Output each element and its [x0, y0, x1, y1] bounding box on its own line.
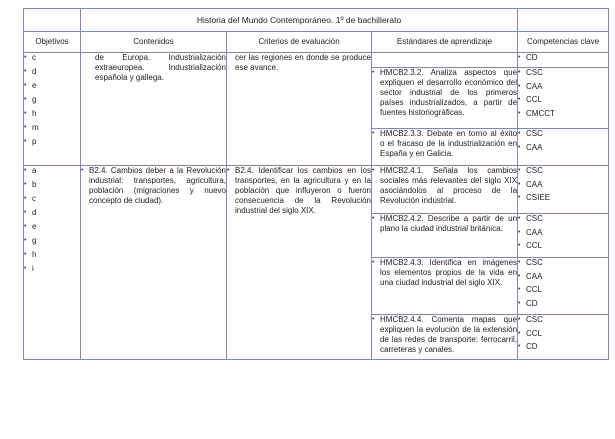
competencias-cell — [518, 68, 609, 129]
competencia-item: • CCL — [518, 285, 608, 295]
estandar-cell — [372, 214, 518, 258]
estandar-text: • HMCB2.4.2. Describe a partir de un plano la ciudad industrial británica. — [372, 214, 517, 234]
estandar-cell — [372, 129, 518, 166]
objetivo-item: • d — [24, 208, 80, 218]
objetivo-item: • g — [24, 95, 80, 105]
competencia-item: • CCL — [518, 95, 608, 105]
competencia-item: • CCL — [518, 329, 608, 339]
objetivo-item: • e — [24, 81, 80, 91]
objetivo-item: • i — [24, 264, 80, 274]
competencia-item: • CSIEE — [518, 193, 608, 203]
estandar-text: • HMCB2.4.1. Señala los cambios sociales más relevantes del siglo XIX asociándolos al proceso de la Revolución industrial. — [372, 166, 517, 206]
competencia-item: • CAA — [518, 143, 608, 153]
competencia-item: • CSC — [518, 129, 608, 139]
estandar-text: • HMCB2.3.2. Analiza aspectos que expliquen el desarrollo económico del sector industrial de los primeros países industrializados, a partir de fuentes historiográficas. — [372, 68, 517, 118]
objetivo-item: • p — [24, 137, 80, 147]
competencias-list — [518, 214, 608, 251]
estandar-text: • HMCB2.4.4. Comenta mapas que expliquen la evolución de la extensión de las redes de transporte: ferrocarril, carreteras y canales. — [372, 315, 517, 355]
criterio-text: • B2.4. Identificar los cambios en los transportes, en la agricultura y en la población que influyeron o fueron consecuencia de la Revolución industrial del siglo XIX. — [227, 166, 371, 216]
competencia-item: • CAA — [518, 272, 608, 282]
competencias-list — [518, 129, 608, 153]
estandar-text: • HMCB2.3.3. Debate en torno al éxito o el fracaso de la industrialización en España y en Galicia. — [372, 129, 517, 159]
objetivo-item: • h — [24, 109, 80, 119]
competencias-cell — [518, 258, 609, 315]
competencias-list — [518, 258, 608, 309]
competencias-list — [518, 166, 608, 203]
objetivo-item: • g — [24, 236, 80, 246]
competencias-cell — [518, 129, 609, 166]
competencias-list — [518, 68, 608, 119]
competencia-item: • CD — [518, 342, 608, 352]
estandar-cell — [372, 68, 518, 129]
competencia-item: • CMCCT — [518, 109, 608, 119]
competencia-item: • CD — [518, 299, 608, 309]
col-header-objetivos: Objetivos — [24, 32, 81, 53]
competencia-item: • CSC — [518, 214, 608, 224]
estandar-cell — [372, 315, 518, 360]
contenidos-cell: de Europa. Industrialización extraeuropea. Industrialización española y gallega. — [81, 53, 227, 166]
table-title: Historia del Mundo Contemporáneo. 1º de bachillerato — [81, 9, 518, 32]
competencia-item: • CCL — [518, 241, 608, 251]
objetivo-item: • a — [24, 166, 80, 176]
estandar-cell — [372, 258, 518, 315]
objetivos-cell — [24, 166, 81, 360]
competencia-item: • CAA — [518, 180, 608, 190]
competencia-item: • CSC — [518, 258, 608, 268]
objetivo-item: • c — [24, 53, 80, 63]
competencias-list — [518, 315, 608, 352]
contenidos-cell — [81, 166, 227, 360]
objetivos-list — [24, 166, 80, 274]
objetivos-cell — [24, 53, 81, 166]
objetivo-item: • d — [24, 67, 80, 77]
competencia-item: • CD — [518, 53, 608, 63]
col-header-criterios: Criterios de evaluación — [227, 32, 372, 53]
competencias-list — [518, 53, 608, 63]
criterios-cell — [227, 166, 372, 360]
objetivos-list — [24, 53, 80, 147]
col-header-competencias: Competencias clave — [518, 32, 609, 53]
col-header-contenidos: Contenidos — [81, 32, 227, 53]
estandar-cell-empty — [372, 53, 518, 68]
estandar-cell — [372, 166, 518, 214]
objetivo-item: • e — [24, 222, 80, 232]
competencias-cell — [518, 53, 609, 68]
contenido-text: • B2.4. Cambios deber a la Revolución industrial: transportes, agricultura, población (migraciones y nuevo concepto de ciudad). — [81, 166, 226, 206]
competencia-item: • CSC — [518, 315, 608, 325]
objetivo-item: • c — [24, 194, 80, 204]
header-blank — [24, 9, 81, 32]
col-header-estandares: Estándares de aprendizaje — [372, 32, 518, 53]
competencia-item: • CAA — [518, 82, 608, 92]
objetivo-item: • b — [24, 180, 80, 190]
competencias-cell — [518, 315, 609, 360]
competencias-cell — [518, 166, 609, 214]
competencia-item: • CSC — [518, 68, 608, 78]
header-blank-right — [518, 9, 609, 32]
competencias-cell — [518, 214, 609, 258]
competencia-item: • CSC — [518, 166, 608, 176]
criterios-cell: cer las regiones en donde se produce ese avance. — [227, 53, 372, 166]
estandar-text: • HMCB2.4.3. Identifica en imágenes los elementos propios de la vida en una ciudad industrial del siglo XIX. — [372, 258, 517, 288]
objetivo-item: • h — [24, 250, 80, 260]
competencia-item: • CAA — [518, 228, 608, 238]
objetivo-item: • m — [24, 123, 80, 133]
curriculum-table — [23, 8, 609, 360]
